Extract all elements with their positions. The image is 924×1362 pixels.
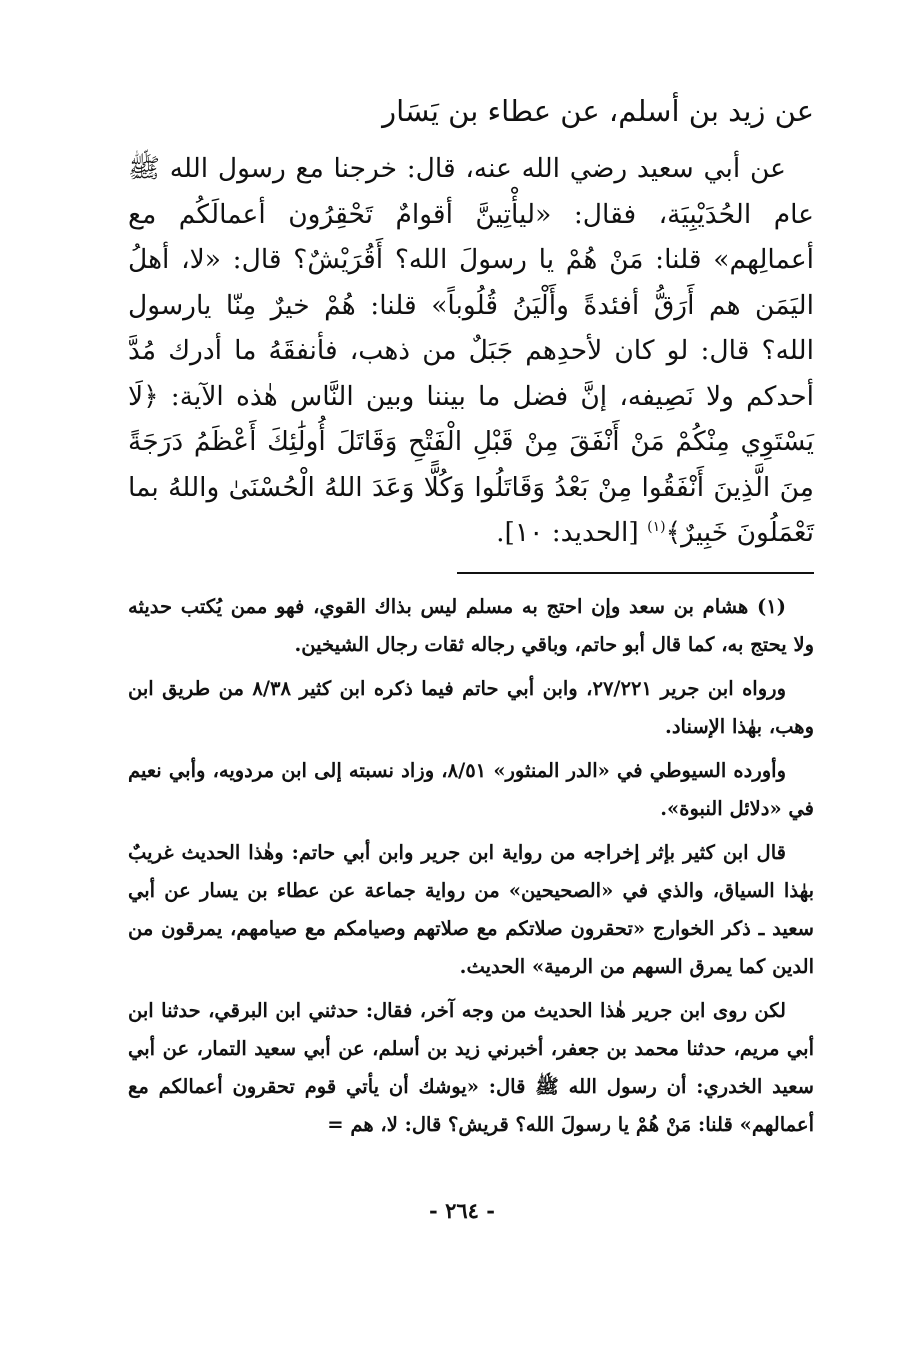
footnote-paragraph-5: لكن روى ابن جرير هٰذا الحديث من وجه آخر، فقال: حدثني ابن البرقي، حدثنا ابن أبي مريم، حدثنا محمد بن جعفر، أخبرني زيد بن أسلم، عن أبي سعيد التمار، عن أبي سعيد الخدري: أن رسول الله ﷺ قال: «يوشك أن يأتي قوم تحقرون أعمالكم مع أعمالهم» قلنا: مَنْ هُمْ يا رسولَ الله؟ قريش؟ قال: لا، هم =	[128, 998, 814, 1136]
hadith-text	[128, 146, 814, 556]
footnote-reference: (١)	[647, 519, 666, 536]
footnote-paragraph-2: ورواه ابن جرير ٢٧/٢٢١، وابن أبي حاتم فيما ذكره ابن كثير ٨/٣٨ من طريق ابن وهب، بهٰذا الإسناد.	[128, 676, 814, 738]
footnote-divider	[457, 572, 814, 574]
footnote-paragraph-3: وأورده السيوطي في «الدر المنثور» ٨/٥١، وزاد نسبته إلى ابن مردويه، وأبي نعيم في «دلائل النبوة».	[128, 758, 814, 820]
hadith-body: عن أبي سعيد رضي الله عنه، قال: خرجنا مع رسول الله ﷺ عام الحُدَيْبِيَة، فقال: «ليأْتِينَّ أقوامٌ تَحْقِرُون أعمالَكُم مع أعمالِهم» قلنا: مَنْ هُمْ يا رسولَ الله؟ أَقُرَيْشٌ؟ قال: «لا، أهلُ اليَمَن هم أَرَقُّ أفئدةً وأَلْيَنُ قُلُوباً» قلنا: هُمْ خيرٌ مِنّا يارسول الله؟ قال: لو كان لأحدِهم جَبَلٌ من ذهب، فأنفقَهُ ما أدرك مُدَّ أحدكم ولا نَصِيفه، إنَّ فضل ما بيننا وبين النَّاس هٰذه الآية:	[128, 153, 814, 412]
quran-verse: ﴿لَا يَسْتَوِي مِنْكُمْ مَنْ أَنْفَقَ مِنْ قَبْلِ الْفَتْحِ وَقَاتَلَ أُولَٰئِكَ أَعْظَمُ دَرَجَةً مِنَ الَّذِينَ أَنْفَقُوا مِنْ بَعْدُ وَقَاتَلُوا وَكُلًّا وَعَدَ اللهُ الْحُسْنَىٰ واللهُ بما تَعْمَلُونَ خَبِيرٌ﴾	[128, 380, 814, 548]
page-number: - ٢٦٤ -	[429, 1198, 495, 1223]
footnote-paragraph-4: قال ابن كثير بإثر إخراجه من رواية ابن جرير وابن أبي حاتم: وهٰذا الحديث غريبٌ بهٰذا السياق، والذي في «الصحيحين» من رواية جماعة عن عطاء بن يسار عن أبي سعيد ـ ذكر الخوارج «تحقرون صلاتكم مع صلاتهم وصيامكم مع صيامهم، يمرقون من الدين كما يمرق السهم من الرمية» الحديث.	[128, 840, 814, 978]
isnad-chain: عن زيد بن أسلم، عن عطاء بن يَسَار	[382, 94, 814, 128]
surah-citation: [الحديد: ١٠].	[496, 517, 648, 548]
page-body	[128, 90, 814, 1150]
footnote-1: (١) هشام بن سعد وإن احتج به مسلم ليس بذاك القوي، فهو ممن يُكتب حديثه ولا يحتج به، كما قال أبو حاتم، وباقي رجاله ثقات رجال الشيخين.	[128, 594, 814, 656]
